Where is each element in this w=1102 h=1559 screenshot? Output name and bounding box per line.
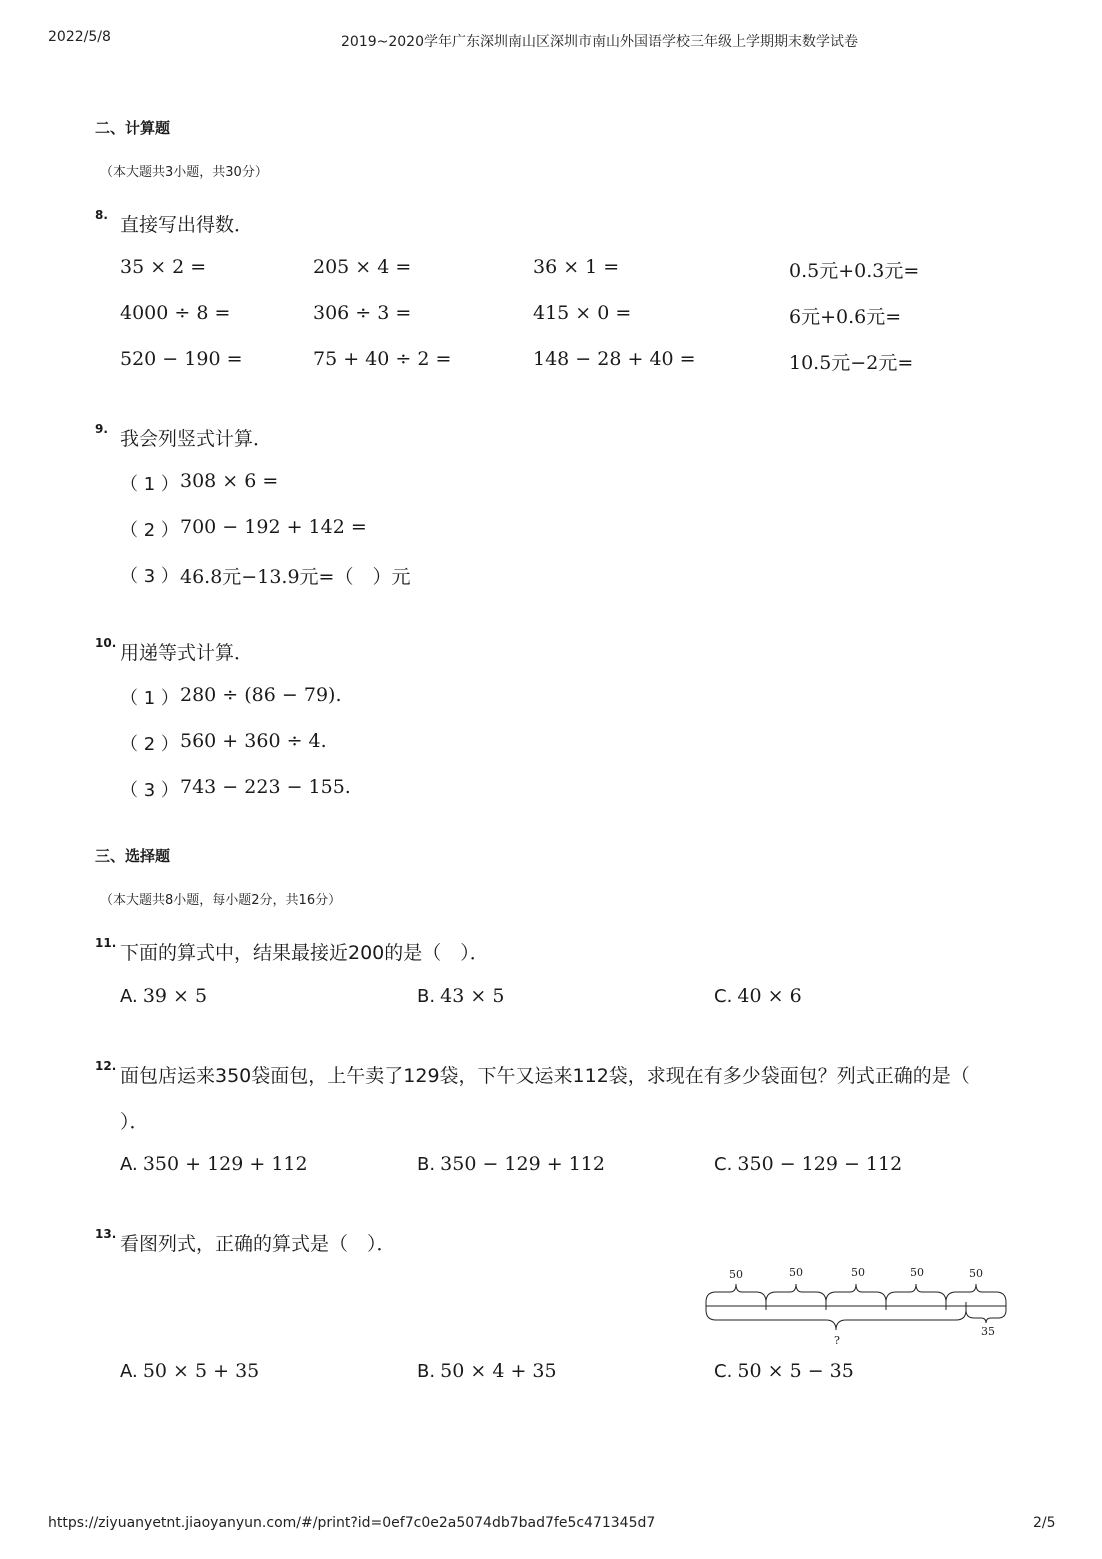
option-letter: A. bbox=[120, 986, 138, 1007]
option-expression: 43 × 5 bbox=[440, 985, 505, 1007]
option-letter: B. bbox=[417, 1154, 436, 1175]
total-brace bbox=[706, 1310, 966, 1330]
segment-label: 50 bbox=[729, 1268, 743, 1281]
calc-item: 10.5元−2元= bbox=[789, 352, 914, 374]
question-prompt-line-1: 面包店运来350袋面包，上午卖了129袋，下午又运来112袋，求现在有多少袋面包？列式正确的是（ bbox=[120, 1065, 970, 1087]
option-c[interactable] bbox=[714, 1360, 854, 1382]
calc-item: 35 × 2 = bbox=[120, 256, 207, 278]
option-expression: 50 × 4 + 35 bbox=[440, 1360, 557, 1382]
option-letter: C. bbox=[714, 1361, 733, 1382]
segment-label: 50 bbox=[910, 1266, 924, 1279]
question-number: 8. bbox=[95, 208, 108, 222]
question-prompt: 下面的算式中，结果最接近200的是（ ）． bbox=[120, 942, 489, 964]
total-label: ? bbox=[834, 1334, 840, 1347]
subquestion-expression: 280 ÷ (86 − 79). bbox=[180, 684, 342, 706]
option-a[interactable] bbox=[120, 1360, 259, 1382]
option-expression: 50 × 5 − 35 bbox=[737, 1360, 854, 1382]
option-letter: A. bbox=[120, 1154, 138, 1175]
option-b[interactable] bbox=[417, 1153, 605, 1175]
subquestion-index: （ 3 ） bbox=[120, 780, 179, 801]
subquestion-index: （ 3 ） bbox=[120, 566, 179, 587]
subquestion-index: （ 2 ） bbox=[120, 734, 179, 755]
question-prompt-line-2: ）． bbox=[120, 1111, 149, 1133]
option-b[interactable] bbox=[417, 985, 504, 1007]
option-expression: 50 × 5 + 35 bbox=[142, 1360, 260, 1382]
option-a[interactable] bbox=[120, 985, 207, 1007]
question-number: 11. bbox=[95, 936, 117, 950]
question-number: 13. bbox=[95, 1227, 117, 1241]
footer-url[interactable]: https://ziyuanyetnt.jiaoyanyun.com/#/print?id=0ef7c0e2a5074db7bad7fe5c471345d7 bbox=[48, 1515, 656, 1531]
subquestion-expression: 560 + 360 ÷ 4. bbox=[180, 730, 327, 752]
print-date: 2022/5/8 bbox=[48, 29, 111, 45]
section-2-title: 二、计算题 bbox=[95, 119, 171, 137]
option-expression: 350 + 129 + 112 bbox=[142, 1153, 308, 1175]
option-letter: B. bbox=[417, 1361, 436, 1382]
segment-label: 50 bbox=[789, 1266, 803, 1279]
line-segment-diagram bbox=[700, 1262, 1012, 1348]
top-braces bbox=[706, 1284, 1006, 1302]
calc-item: 205 × 4 = bbox=[313, 256, 412, 278]
subquestion-expression: 46.8元−13.9元=（ ）元 bbox=[180, 566, 411, 588]
question-prompt: 看图列式，正确的算式是（ ）． bbox=[120, 1233, 396, 1255]
subquestion-index: （ 1 ） bbox=[120, 688, 179, 709]
option-expression: 39 × 5 bbox=[142, 985, 208, 1007]
remainder-brace bbox=[966, 1310, 1006, 1323]
question-number: 9. bbox=[95, 422, 108, 436]
question-prompt: 我会列竖式计算． bbox=[120, 428, 273, 450]
calc-item: 306 ÷ 3 = bbox=[313, 302, 412, 324]
calc-item: 75 + 40 ÷ 2 = bbox=[313, 348, 452, 370]
subquestion-expression: 700 − 192 + 142 = bbox=[180, 516, 367, 538]
question-number: 10. bbox=[95, 636, 117, 650]
calc-item: 520 − 190 = bbox=[120, 348, 243, 370]
option-letter: A. bbox=[120, 1361, 138, 1382]
option-letter: B. bbox=[417, 986, 436, 1007]
option-c[interactable] bbox=[714, 1153, 902, 1175]
option-expression: 40 × 6 bbox=[737, 985, 802, 1007]
calc-item: 148 − 28 + 40 = bbox=[533, 348, 696, 370]
section-3-title: 三、选择题 bbox=[95, 847, 171, 865]
subquestion-expression: 743 − 223 − 155. bbox=[180, 776, 351, 798]
question-number: 12. bbox=[95, 1059, 117, 1073]
section-3-note: （本大题共8小题，每小题2分，共16分） bbox=[100, 893, 342, 908]
calc-item: 0.5元+0.3元= bbox=[789, 260, 920, 282]
option-expression: 350 − 129 + 112 bbox=[440, 1153, 605, 1175]
subquestion-index: （ 1 ） bbox=[120, 474, 179, 495]
option-expression: 350 − 129 − 112 bbox=[737, 1153, 903, 1175]
document-title: 2019~2020学年广东深圳南山区深圳市南山外国语学校三年级上学期期末数学试卷 bbox=[341, 34, 858, 50]
segment-label: 50 bbox=[851, 1266, 865, 1279]
question-prompt: 直接写出得数． bbox=[120, 214, 254, 236]
calc-item: 415 × 0 = bbox=[533, 302, 632, 324]
calc-item: 36 × 1 = bbox=[533, 256, 620, 278]
option-b[interactable] bbox=[417, 1360, 557, 1382]
segment-label: 50 bbox=[969, 1267, 983, 1280]
subquestion-expression: 308 × 6 = bbox=[180, 470, 279, 492]
remainder-label: 35 bbox=[981, 1325, 995, 1338]
option-a[interactable] bbox=[120, 1153, 308, 1175]
subquestion-index: （ 2 ） bbox=[120, 520, 179, 541]
option-c[interactable] bbox=[714, 985, 802, 1007]
option-letter: C. bbox=[714, 986, 733, 1007]
calc-item: 4000 ÷ 8 = bbox=[120, 302, 231, 324]
page-number: 2/5 bbox=[1033, 1515, 1056, 1531]
section-2-note: （本大题共3小题，共30分） bbox=[100, 165, 268, 180]
question-prompt: 用递等式计算． bbox=[120, 642, 254, 664]
option-letter: C. bbox=[714, 1154, 733, 1175]
calc-item: 6元+0.6元= bbox=[789, 306, 902, 328]
